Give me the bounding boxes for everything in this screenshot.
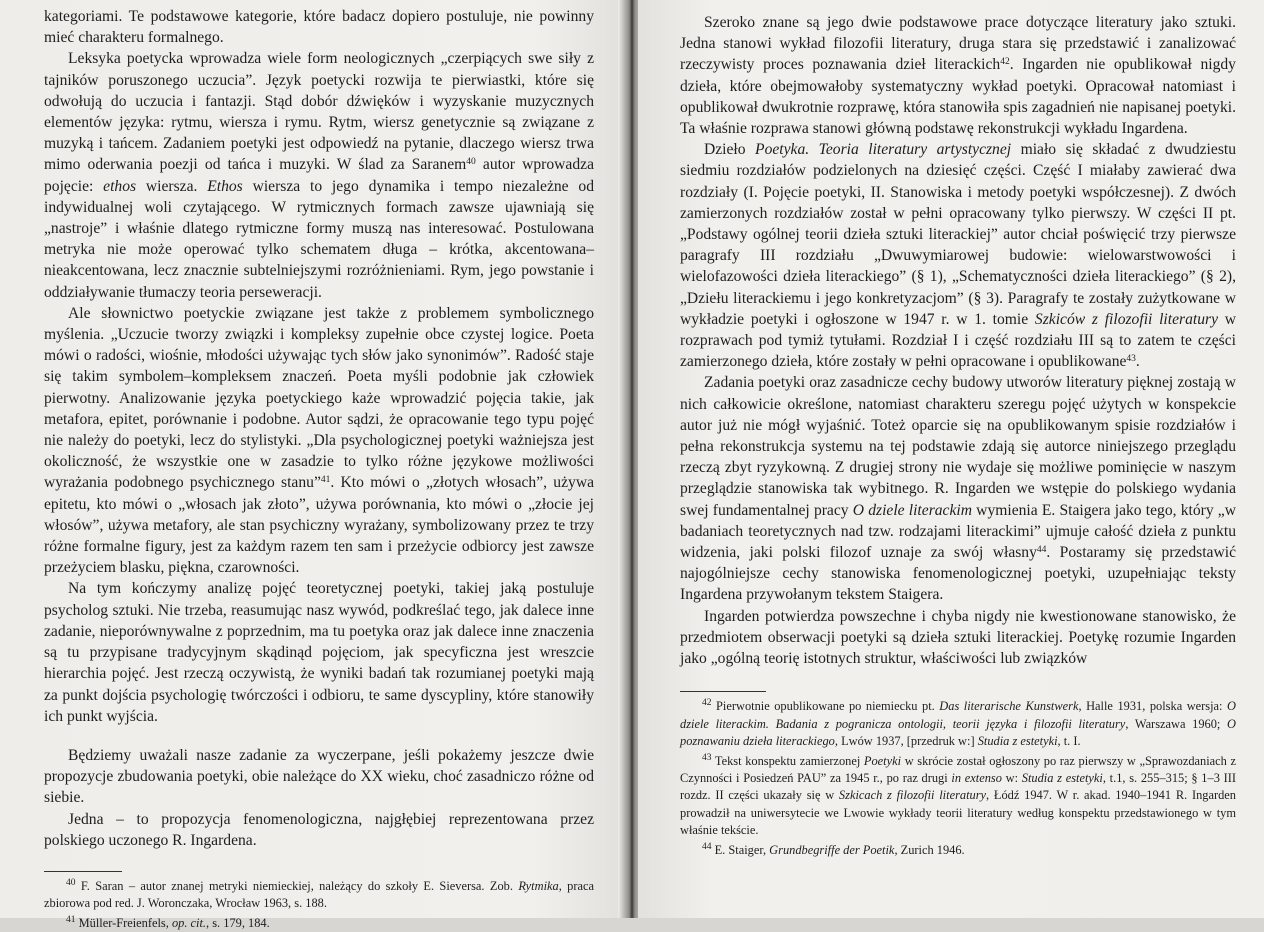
paragraph: Jedna – to propozycja fenomenologiczna, najgłębiej reprezentowana przez polskiego uczonego R. Ingardena.: [44, 810, 594, 849]
paragraph: Dzieło Poetyka. Teoria literatury artystycznej miało się składać z dwudziestu siedmiu rozdziałów podzielonych na dziesięć części. Część I miałaby zawierać dwa rozdziały (I. Pojęcie poetyki, II. Stanowiska i metody poetyki współczesnej). Z dwóch zamierzonych rozdziałów został w pełni opracowany tylko pierwszy. W części II pt. „Podstawy ogólnej teorii dzieła sztuki literackiej” autor chciał poświęcić trzy pierwsze paragrafy III rozdziału „Dwuwymiarowej budowie: wielowarstwowości i wielofazowości dzieła literackiego” (§ 1), „Schematyczności dzieła literackiego” (§ 2), „Dziełu literackiemu i jego konkretyzacjom” (§ 3). Paragrafy te zostały zużytkowane w wykładzie poetyki i ogłoszone w 1947 r. w 1. tomie Szkiców z filozofii literatury w rozprawach pod tymiż tytułami. Rozdział I i część rozdziału III są to zatem te części zamierzonego dzieła, które zostały w pełni opracowane i opublikowane$^{43}$.: [680, 141, 1237, 371]
footnote-ref[interactable]: 40: [466, 157, 476, 168]
paragraph: Na tym kończymy analizę pojęć teoretycznej poetyki, takiej jaką postuluje psycholog sztuki. Nie trzeba, reasumując nasz wywód, podkreślać tego, jak dalece inne zadanie, nieporównywalne z poprzednim, ma tu poetyka oraz jak dalece inne znaczenia są tu przypisane tradycyjnym skądinąd pojęciom, jak specyficzna jest wreszcie hierarchia pojęć. Jest rzeczą oczywistą, że wyniki badań tak rozumianej poetyki mają za punkt dojścia psychologię twórczości i odbioru, te same dyscypliny, które stanowiły ich punkt wyjścia.: [44, 580, 594, 725]
footnote-ref[interactable]: 42: [1000, 57, 1010, 68]
footnote: $^{43}$ Tekst konspektu zamierzonej Poetyki w skrócie został ogłoszony po raz pierwszy w „Sprawozdaniach z Czynności i Posiedzeń PAU” za 1945 r., po raz drugi in extenso w: Studia z estetyki, t.1, s. 255–315; § 1–3 III rozdz. II części ukazały się w Szkicach z filozofii literatury, Łódź 1947. W r. akad. 1940–1941 R. Ingarden prowadził na uniwersytecie we Lwowie wykłady teorii literatury według konspektu przedstawionego w tym właśnie tekście.: [680, 752, 1236, 838]
paragraph: Będziemy uważali nasze zadanie za wyczerpane, jeśli pokażemy jeszcze dwie propozycje zbudowania poetyki, obie należące do XX wieku, choć zasadniczo różne od siebie.: [44, 746, 594, 807]
footnote-divider: [44, 871, 122, 872]
right-body-text: [680, 12, 1236, 669]
paragraph: Ale słownictwo poetyckie związane jest także z problemem symbolicznego myślenia. „Uczucie tworzy związki i kompleksy zupełnie obce czystej logice. Poeta mówi o radości, wiośnie, młodości używając tych słów jako synonimów”. Radość staje się takim symbolem–kompleksem znaczeń. Poeta myśli podobnie jak człowiek pierwotny. Analizowanie języka poetyckiego każe wprowadzić pojęcia takie, jak metafora, epitet, porównanie i podobne. Autor sądzi, że opracowanie tego typu pojęć nie należy do poetyki, lecz do stylistyki. „Dla psychologicznej poetyki ważniejsza jest okoliczność, że wszystkie one w zasadzie to tylko różne językowe możliwości wyrażania podobnego psychicznego stanu”$^{41}$. Kto mówi o „złotych włosach”, używa epitetu, kto mówi o „włosach jak złoto”, używa porównania, kto mówi o „złocie jej włosów”, używa metafory, ale stan psychiczny wyrażany, symbolizowany przez te trzy różne formalne figury, jest za każdym razem ten sam i przeżycie odbiorcy jest zawsze przeżyciem blasku, piękna, czarowności.: [44, 304, 595, 577]
footnote-ref[interactable]: 41: [320, 475, 331, 486]
paragraph: Zadania poetyki oraz zasadnicze cechy budowy utworów literatury pięknej zostają w nich całkowicie określone, natomiast charakteru szeregu pojęć użytych w konspekcie autor już nie mógł wyjaśnić. Toteż oparcie się na opublikowanym spisie rozdziałów i pełna rekonstrukcja systemu na tej podstawie zdają się autorce niniejszego przeglądu rzeczą zbyt ryzykowną. Z drugiej strony nie wydaje się możliwe pominięcie w naszym przeglądzie stanowiska tak wybitnego. R. Ingarden we wstępie do polskiego wydania swej fundamentalnej pracy O dziele literackim wymienia E. Staigera jako tego, który „w badaniach teoretycznych nad tzw. rodzajami literackimi” ujmuje całość dzieła z punktu widzenia, jaki polski filozof uznaje za swój własny$^{44}$. Postaramy się przedstawić najogólniejsze cechy stanowiska fenomenologicznej poetyki, uzupełniając teksty Ingardena przywołanym tekstem Staigera.: [680, 374, 1236, 604]
paragraph: Ingarden potwierdza powszechne i chyba nigdy nie kwestionowane stanowisko, że przedmiotem obserwacji poetyki są dzieła sztuki literackiej. Poetykę rozumie Ingarden jako „ogólną teorię istotnych struktur, właściwości lub związków: [680, 607, 1236, 668]
paragraph: Szeroko znane są jego dwie podstawowe prace dotyczące literatury jako sztuki. Jedna stanowi wykład filozofii literatury, druga stara się przedstawić i zanalizować rzeczywisty proces poznawania dzieł literackich$^{42}$. Ingarden nie opublikował nigdy dzieła, które obejmowałoby systematyczny wykład poetyki. Opracował natomiast i opublikował dwukrotnie rozprawę, która stanowiła spis zagadnień nie napisanej poetyki. Ta właśnie rozprawa stanowi główną podstawę rekonstrukcji wykładu Ingardena.: [680, 14, 1236, 138]
right-footnotes: [680, 698, 1236, 859]
footnote: $^{44}$ E. Staiger, Grundbegriffe der Poetik, Zurich 1946.: [702, 841, 965, 857]
footnote-divider: [680, 691, 766, 692]
paragraph: kategoriami. Te podstawowe kategorie, które badacz dopiero postuluje, nie powinny mieć charakteru formalnego.: [44, 8, 594, 47]
left-page: [0, 0, 626, 930]
footnote: $^{40}$ F. Saran – autor znanej metryki niemieckiej, należący do szkoły E. Sieversa. Zob. Rytmika, praca zbiorowa pod red. J. Woronczaka, Wrocław 1963, s. 188.: [44, 877, 595, 911]
footnote: $^{41}$ Müller-Freienfels, op. cit., s. 179, 184.: [66, 914, 270, 930]
footnote: $^{42}$ Pierwotnie opublikowane po niemiecku pt. Das literarische Kunstwerk, Halle 1931, polska wersja: O dziele literackim. Badania z pogranicza ontologii, teorii języka i filozofii literatury, Warszawa 1960; O poznawaniu dzieła literackiego, Lwów 1937, [przedruk w:] Studia z estetyki, t. I.: [680, 698, 1236, 749]
left-footnotes: [44, 878, 594, 932]
footnote-ref[interactable]: 43: [1126, 354, 1136, 365]
right-page: [638, 0, 1264, 918]
paragraph: Leksyka poetycka wprowadza wiele form neologicznych „czerpiących swe siły z tajników poruszonego uczucia”. Język poetycki rozwija te pierwiastki, które się odwołują do uczucia i fantazji. Stąd dobór dźwięków i wyzyskanie muzycznych elementów języka: rytmu, wiersza i rymu. Rytm, wiersz genetycznie są związane z muzyką i tańcem. Zadaniem poetyki jest odpowiedź na pytanie, dlaczego wiersz trwa mimo oderwania poezji od tańca i muzyki. W ślad za Saranem$^{40}$ autor wprowadza pojęcie: ethos wiersza. Ethos wiersza to jego dynamika i tempo niezależne od indywidualnej woli czytającego. W rytmicznych formach zawsze ujawniają się „nastroje” i właśnie dlatego rytmiczne formy muszą nas interesować. Postulowana metryka nie może operować tylko schematem długa – krótka, akcentowana–nieakcentowana, lecz znacznie subtelniejszymi rozróżnieniami. Rym, jego powstanie i oddziaływanie tłumaczy teoria perseweracji.: [44, 50, 594, 301]
footnote-ref[interactable]: 44: [1036, 545, 1047, 556]
left-body-text: [44, 6, 594, 851]
